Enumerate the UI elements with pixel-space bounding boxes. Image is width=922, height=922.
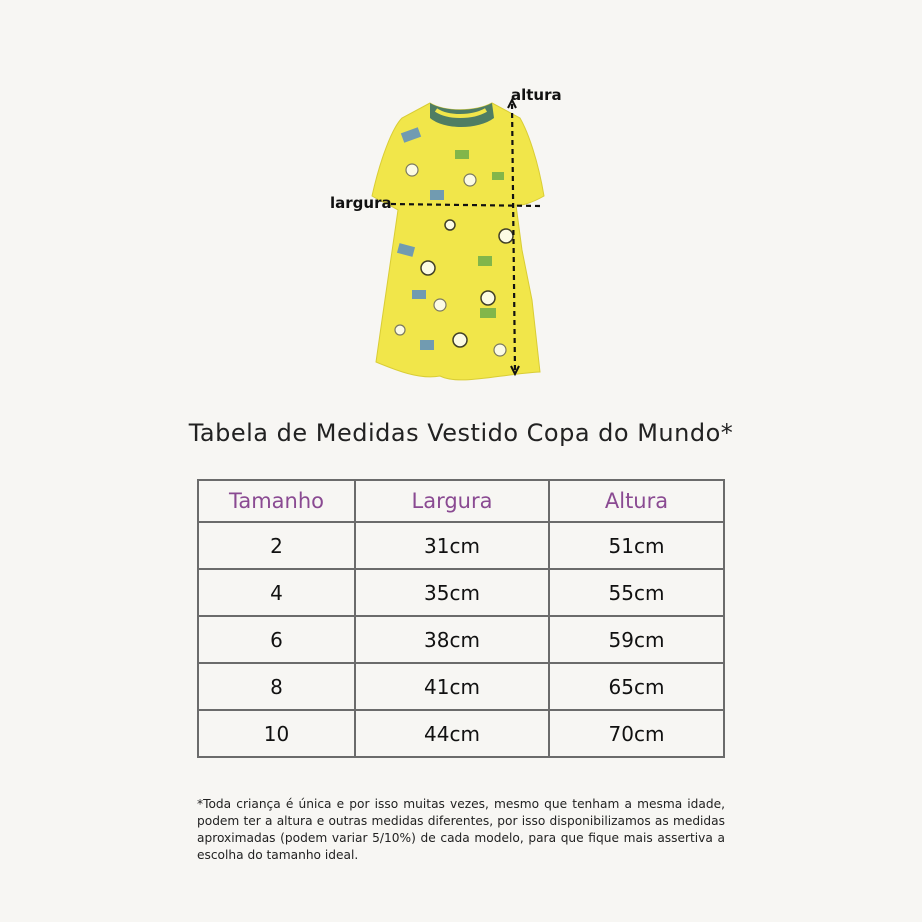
- cell-largura: 31cm: [355, 522, 549, 569]
- cell-altura: 51cm: [549, 522, 724, 569]
- cell-tamanho: 4: [198, 569, 355, 616]
- table-row: [198, 569, 724, 616]
- dress-illustration: [0, 0, 922, 400]
- page-title: Tabela de Medidas Vestido Copa do Mundo*: [188, 419, 734, 447]
- table-row: [198, 522, 724, 569]
- cell-altura: 59cm: [549, 616, 724, 663]
- cell-largura: 38cm: [355, 616, 549, 663]
- largura-label: largura: [330, 194, 392, 212]
- cell-tamanho: 8: [198, 663, 355, 710]
- cell-tamanho: 2: [198, 522, 355, 569]
- table-row: [198, 616, 724, 663]
- cell-altura: 55cm: [549, 569, 724, 616]
- size-table: [197, 479, 725, 758]
- altura-label: altura: [511, 86, 562, 104]
- header-largura: Largura: [355, 480, 549, 522]
- cell-altura: 70cm: [549, 710, 724, 757]
- footnote-disclaimer: *Toda criança é única e por isso muitas vezes, mesmo que tenham a mesma idade, podem ter a altura e outras medidas diferentes, por isso disponibilizamos as medidas aproximadas (podem variar 5/10%) de cada modelo, para que fique mais assertiva a escolha do tamanho ideal.: [197, 797, 725, 862]
- cell-largura: 35cm: [355, 569, 549, 616]
- product-image: [0, 0, 922, 400]
- cell-altura: 65cm: [549, 663, 724, 710]
- table-header-row: [198, 480, 724, 522]
- cell-tamanho: 10: [198, 710, 355, 757]
- cell-largura: 41cm: [355, 663, 549, 710]
- cell-largura: 44cm: [355, 710, 549, 757]
- cell-tamanho: 6: [198, 616, 355, 663]
- header-altura: Altura: [549, 480, 724, 522]
- header-tamanho: Tamanho: [198, 480, 355, 522]
- table-row: [198, 710, 724, 757]
- table-row: [198, 663, 724, 710]
